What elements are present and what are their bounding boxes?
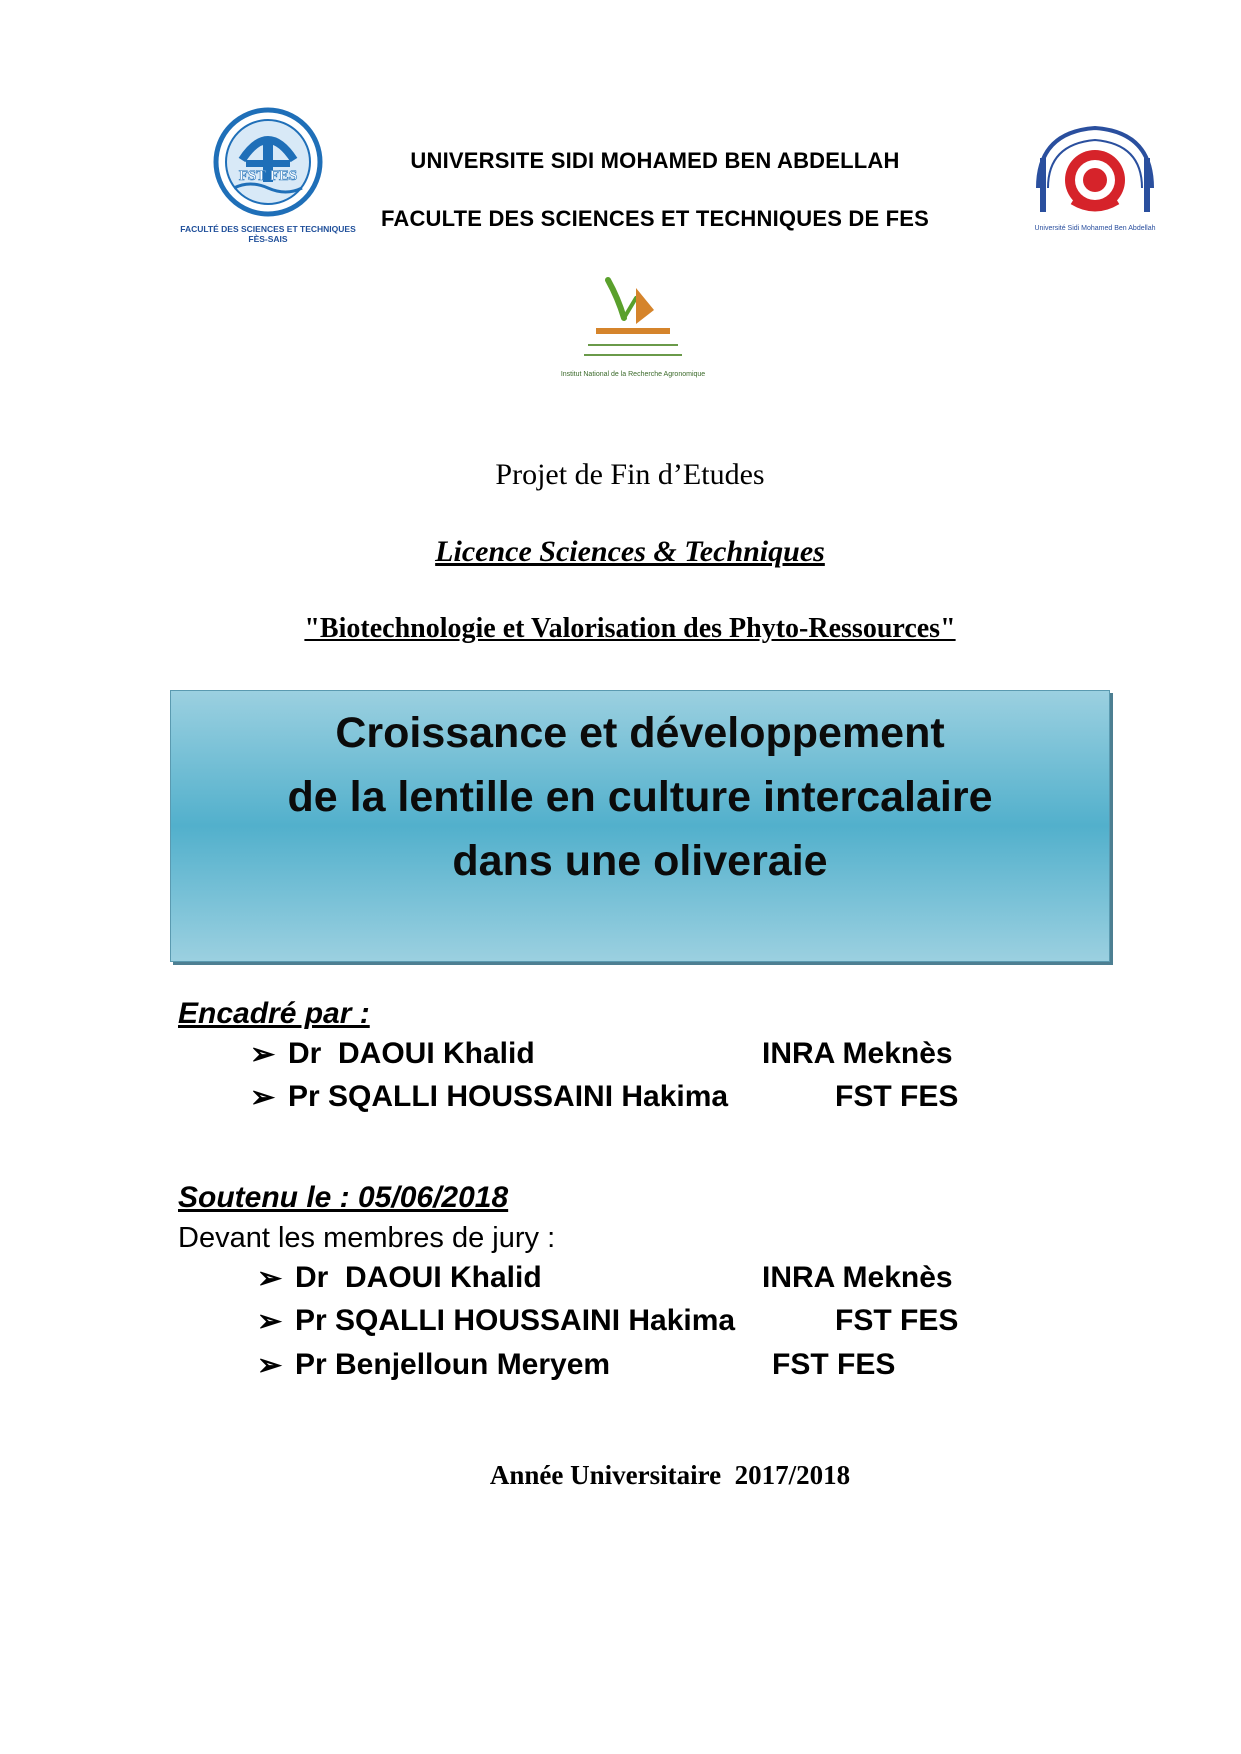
arrowhead-bullet-icon: ➢ [257, 1349, 283, 1382]
supervisor-affiliation: FST FES [835, 1080, 959, 1113]
defense-date-heading: Soutenu le : 05/06/2018 [178, 1181, 509, 1214]
faculty-name: FACULTE DES SCIENCES ET TECHNIQUES DE FES [380, 206, 930, 231]
thesis-title-box [170, 690, 1110, 962]
thesis-title-line-1: Croissance et développement [335, 709, 945, 757]
arrowhead-bullet-icon: ➢ [250, 1038, 276, 1071]
thesis-title-line-3: dans une oliveraie [452, 837, 828, 885]
fst-logo-caption-2: FÈS-SAIS [248, 234, 288, 244]
supervisor-name: Dr DAOUI Khalid [288, 1037, 535, 1070]
jury-member-name: Pr SQALLI HOUSSAINI Hakima [295, 1304, 736, 1337]
jury-intro: Devant les membres de jury : [178, 1222, 556, 1254]
thesis-title-line-2: de la lentille en culture intercalaire [287, 773, 993, 821]
arrowhead-bullet-icon: ➢ [257, 1305, 283, 1338]
arrowhead-bullet-icon: ➢ [250, 1081, 276, 1114]
inra-logo [548, 270, 718, 388]
arrowhead-bullet-icon: ➢ [257, 1262, 283, 1295]
jury-member-affiliation: FST FES [772, 1348, 896, 1381]
fst-logo-text: FST FES [238, 168, 298, 184]
fst-logo-caption-1: FACULTÉ DES SCIENCES ET TECHNIQUES [180, 224, 356, 234]
inra-logo-caption: Institut National de la Recherche Agronomique [560, 371, 706, 378]
supervisor-affiliation: INRA Meknès [762, 1037, 953, 1070]
jury-member-affiliation: FST FES [835, 1304, 959, 1337]
jury-member-name: Dr DAOUI Khalid [295, 1261, 542, 1294]
program-text: "Biotechnologie et Valorisation des Phyto-Ressources" [304, 613, 956, 644]
university-name: UNIVERSITE SIDI MOHAMED BEN ABDELLAH [410, 148, 900, 173]
fst-fes-logo [180, 100, 356, 260]
supervisor-name: Pr SQALLI HOUSSAINI Hakima [288, 1080, 729, 1113]
licence-label [300, 535, 960, 569]
usmba-logo-caption: Université Sidi Mohamed Ben Abdellah [1034, 225, 1156, 232]
usmba-logo [1020, 118, 1170, 236]
licence-text: Licence Sciences & Techniques [435, 535, 825, 568]
program-label [180, 612, 1080, 645]
jury-member-name: Pr Benjelloun Meryem [295, 1348, 611, 1381]
jury-member-affiliation: INRA Meknès [762, 1261, 953, 1294]
supervised-by-heading: Encadré par : [178, 997, 370, 1030]
academic-year: Année Universitaire 2017/2018 [489, 1460, 851, 1490]
project-type: Projet de Fin d’Etudes [495, 458, 765, 491]
